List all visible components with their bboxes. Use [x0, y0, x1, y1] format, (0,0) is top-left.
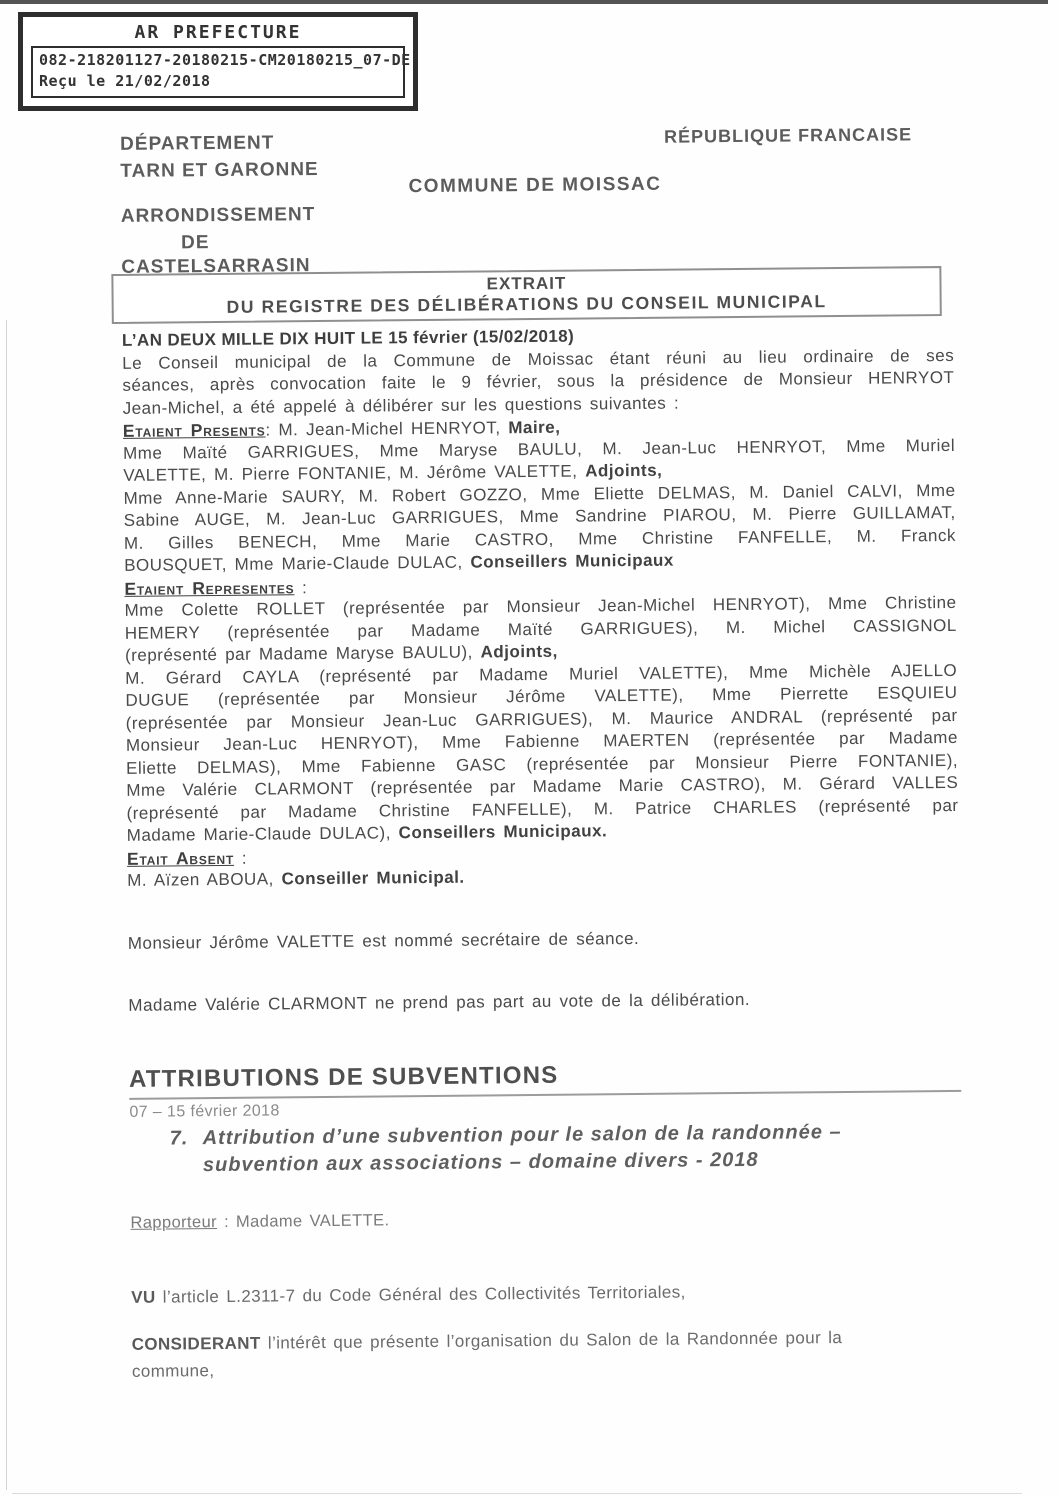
intro-line-3: Jean-Michel, a été appelé à délibérer sur les questions suivantes :: [122, 393, 680, 418]
agenda-item-number: 7.: [169, 1126, 189, 1149]
absent-heading: Etait Absent: [126, 847, 235, 869]
section-title: ATTRIBUTIONS DE SUBVENTIONS: [129, 1058, 961, 1099]
agenda-item-title-line2: subvention aux associations – domaine divers - 2018: [202, 1148, 759, 1177]
presents-line-4: Sabine AUGE, M. Jean-Luc GARRIGUES, Mme Sandrine PIAROU, M. Pierre GUILLAMAT,: [123, 502, 956, 530]
presents-line-5: M. Gilles BENECH, Mme Marie CASTRO, Mme Christine FANFELLE, M. Franck: [123, 525, 956, 553]
representes-line-6: (représentée par Monsieur Jean-Luc GARRIGUES), M. Maurice ANDRAL (représenté par: [125, 705, 958, 733]
agenda-item-title-line1: Attribution d’une subvention pour le salon de la randonnée –: [202, 1120, 842, 1149]
representes-line-2: HEMERY (représentée par Madame Maïté GARRIGUES), M. Michel CASSIGNOL: [124, 615, 957, 643]
document-content: [0, 125, 1058, 1386]
presents-adjoints: Adjoints,: [585, 460, 663, 481]
presents-line-6-text: BOUSQUET, Mme Marie-Claude DULAC,: [124, 552, 471, 575]
section-subtitle: 07 – 15 février 2018: [129, 1101, 280, 1121]
departement-label: DÉPARTEMENT: [120, 132, 275, 155]
agenda-item-7: [170, 1117, 962, 1180]
extrait-title-line1: EXTRAIT: [486, 273, 567, 294]
presents-conseillers: Conseillers Municipaux: [470, 550, 674, 572]
representes-line-8: Eliette DELMAS), Mme Fabienne GASC (représentée par Monsieur Pierre FONTANIE),: [126, 750, 959, 778]
extrait-title-line2: DU REGISTRE DES DÉLIBÉRATIONS DU CONSEIL MUNICIPAL: [226, 291, 827, 317]
absent-role: Conseiller Municipal.: [281, 867, 465, 889]
presents-heading-rest: : M. Jean-Michel HENRYOT,: [265, 418, 509, 440]
stamp-title: AR PREFECTURE: [134, 22, 302, 43]
representes-line-5: DUGUE (représentée par Monsieur Jérôme VALETTE), Mme Pierrette ESQUIEU: [125, 682, 958, 710]
absent-heading-rest: :: [233, 848, 248, 868]
vu-keyword: VU: [131, 1287, 156, 1307]
representes-line-3-text: (représenté par Madame Maryse BAULU),: [124, 642, 481, 665]
arrondissement-label: ARRONDISSEMENT: [120, 204, 316, 227]
no-vote-note: Madame Valérie CLARMONT ne prend pas part au vote de la délibération.: [128, 989, 751, 1015]
presents-heading: Etaient Presents: [122, 419, 266, 441]
commune-label: COMMUNE DE MOISSAC: [408, 173, 662, 198]
intro-line-2: séances, après convocation faite le 9 février, sous la présidence de Monsieur HENRYOT: [122, 367, 955, 395]
presents-line-1: Mme Maïté GARRIGUES, Mme Maryse BAULU, M. Jean-Luc HENRYOT, Mme Muriel: [122, 435, 956, 463]
agenda-item-title: [203, 1119, 842, 1180]
scan-top-edge-artifact: [0, 0, 1048, 4]
representes-line-4: M. Gérard CAYLA (représenté par Madame Muriel VALETTE), Mme Michèle AJELLO: [125, 660, 958, 688]
absent-name: M. Aïzen ABOUA,: [127, 869, 282, 890]
representes-line-7: Monsieur Jean-Luc HENRYOT), Mme Fabienne MAERTEN (représentée par Madame: [125, 727, 958, 755]
rapporteur-name: : Madame VALETTE.: [216, 1210, 390, 1231]
representes-heading: Etaient Representes: [124, 576, 295, 599]
considerant-text: l’intérêt que présente l’organisation du Salon de la Randonnée pour la: [260, 1327, 843, 1353]
representes-line-1: Mme Colette ROLLET (représentée par Monsieur Jean-Michel HENRYOT), Mme Christine: [124, 592, 957, 620]
arrondissement-de: DE: [180, 232, 210, 254]
stamp-reference-box: [31, 46, 411, 98]
rapporteur-line: [130, 1201, 962, 1236]
departement-name: TARN ET GARONNE: [120, 159, 319, 182]
presents-maire: Maire,: [508, 417, 561, 438]
stamp-reference-number: 082-218201127-20180215-CM20180215_07-DE: [39, 51, 411, 69]
republique-label: RÉPUBLIQUE FRANCAISE: [663, 124, 913, 147]
considerant-line-2: commune,: [131, 1360, 215, 1381]
scan-bottom-edge-artifact: [12, 1493, 1022, 1494]
considerant-keyword: CONSIDERANT: [131, 1333, 261, 1354]
arrondissement-name: CASTELSARRASIN: [121, 255, 311, 278]
representes-line-10: (représenté par Madame Christine FANFELLE), M. Patrice CHARLES (représenté par: [126, 795, 959, 823]
prefecture-stamp: [18, 12, 418, 111]
representes-line-11-text: Madame Marie-Claude DULAC),: [126, 823, 399, 845]
rapporteur-label: Rapporteur: [130, 1212, 218, 1232]
vu-text: l’article L.2311-7 du Code Général des Collectivités Territoriales,: [155, 1282, 686, 1307]
representes-adjoints: Adjoints,: [480, 641, 558, 662]
secretary-note: Monsieur Jérôme VALETTE est nommé secrétaire de séance.: [127, 928, 640, 953]
presents-line-3: Mme Anne-Marie SAURY, M. Robert GOZZO, Mme Eliette DELMAS, M. Daniel CALVI, Mme: [123, 480, 956, 508]
vu-line: [131, 1275, 963, 1310]
presents-line-2-text: VALETTE, M. Pierre FONTANIE, M. Jérôme VALETTE,: [123, 461, 586, 485]
session-date-line: L’AN DEUX MILLE DIX HUIT LE 15 février (15/02/2018): [121, 326, 575, 350]
intro-line-1: Le Conseil municipal de la Commune de Moissac étant réuni au lieu ordinaire de ses: [122, 345, 955, 373]
representes-conseillers: Conseillers Municipaux.: [398, 821, 608, 843]
representes-heading-rest: :: [294, 577, 308, 597]
stamp-received-date: Reçu le 21/02/2018: [39, 72, 211, 90]
document-header: [120, 124, 953, 278]
representes-line-9: Mme Valérie CLARMONT (représentée par Madame Marie CASTRO), M. Gérard VALLES: [126, 772, 959, 800]
